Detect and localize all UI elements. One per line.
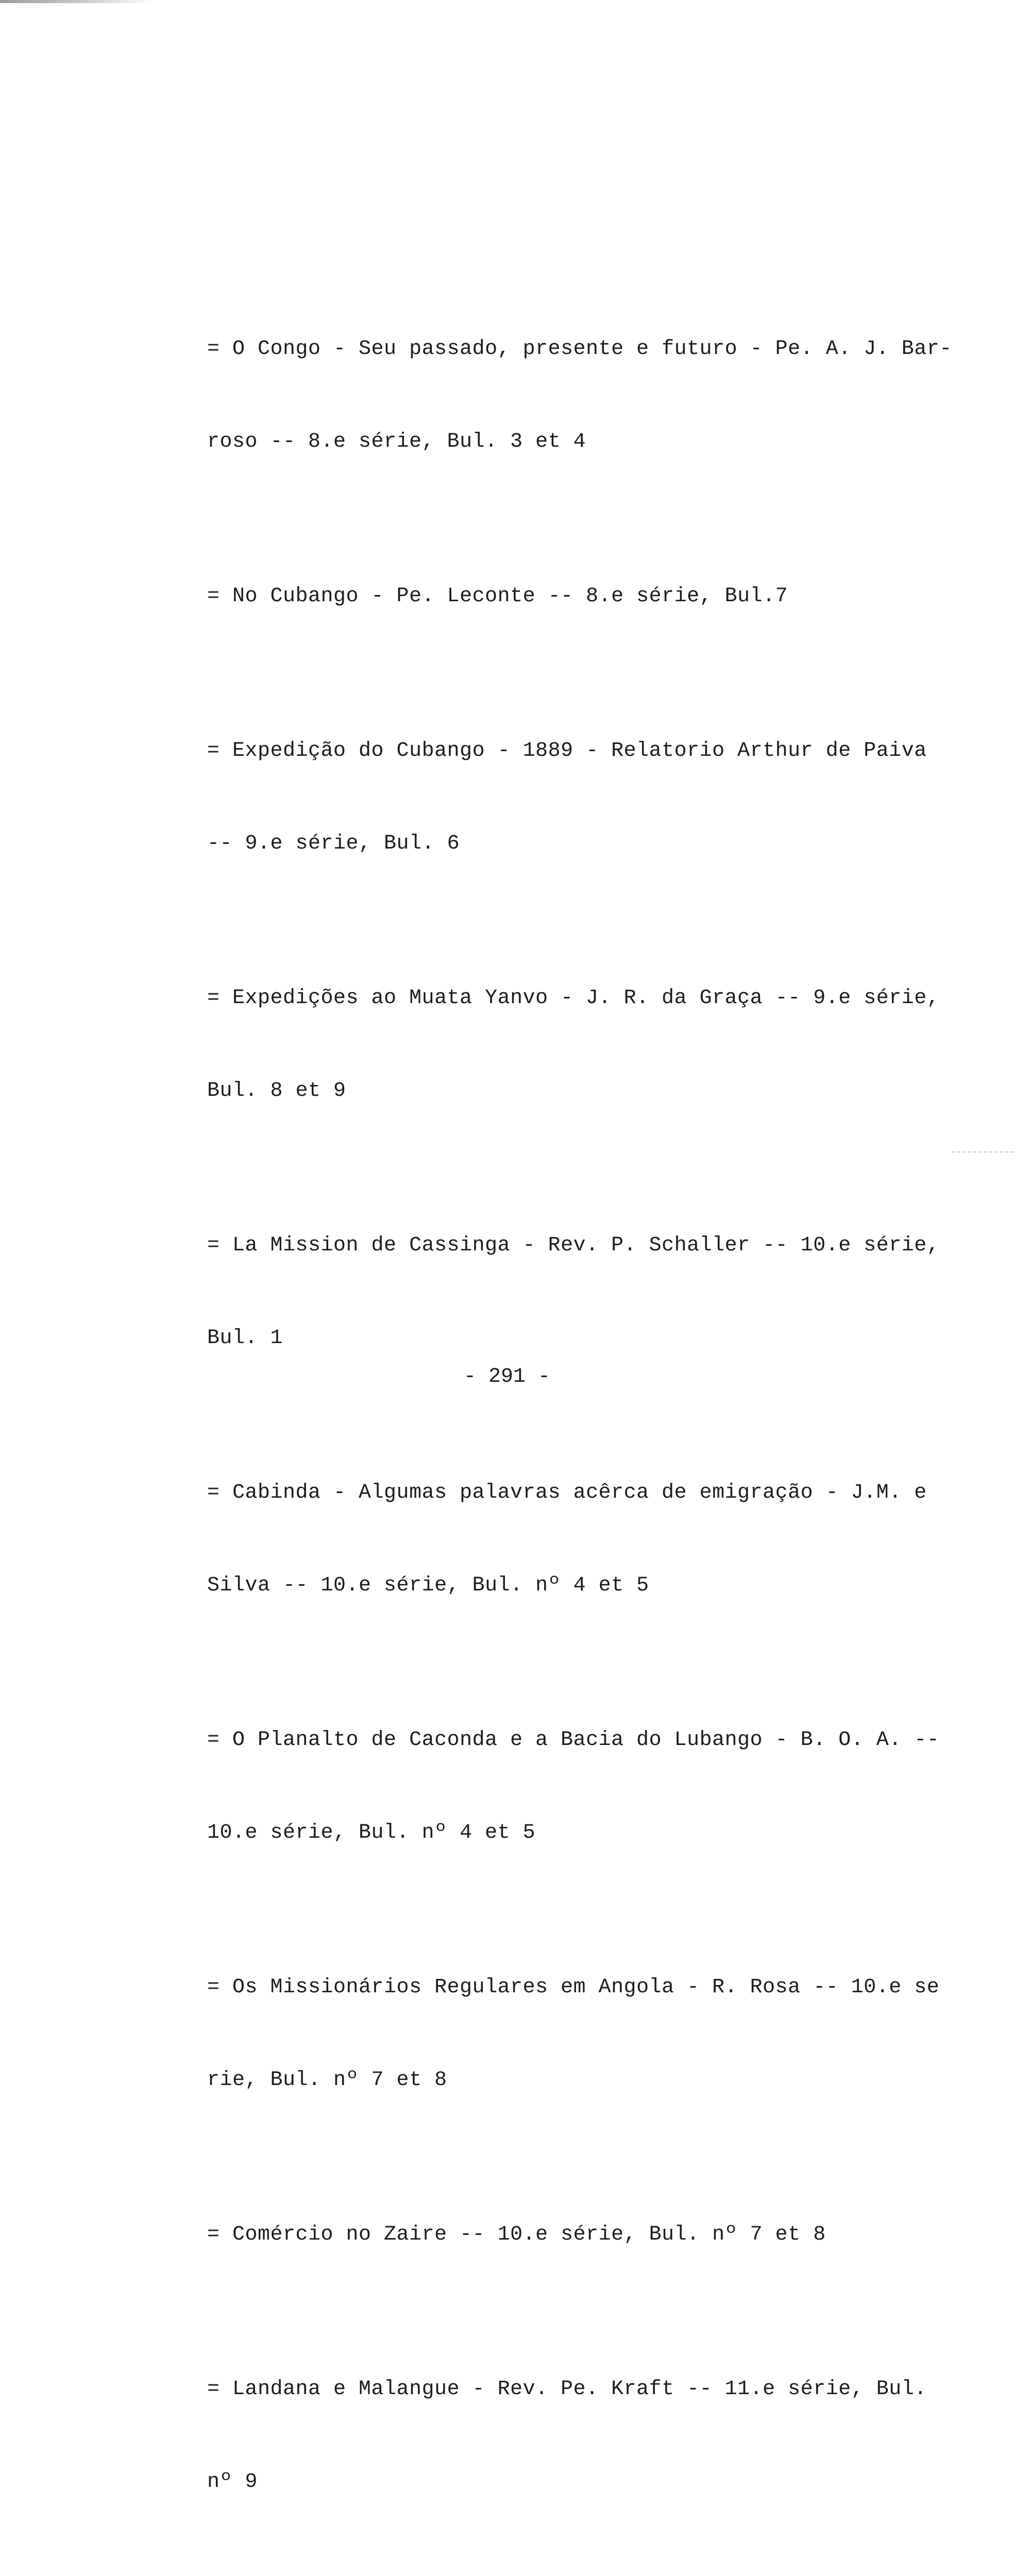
bibliography-entry <box>207 1910 965 2158</box>
entry-line: = O Congo - Seu passado, presente e futuro - Pe. A. J. Bar- <box>207 337 952 361</box>
bibliography-entry <box>207 1663 965 1910</box>
bibliography-entry <box>207 2560 965 2576</box>
entry-line: = Os Missionários Regulares em Angola - R. Rosa -- 10.e se <box>207 1976 940 1999</box>
bibliography-entry <box>207 2158 965 2312</box>
bibliography-entry <box>207 674 965 921</box>
entry-line: = Cabinda - Algumas palavras acêrca de emigração - J.M. e <box>207 1481 927 1504</box>
bibliography-list <box>207 272 965 2576</box>
entry-line: roso -- 8.e série, Bul. 3 et 4 <box>207 430 586 453</box>
page-number: - 291 - <box>463 1365 551 1388</box>
entry-line: Silva -- 10.e série, Bul. nº 4 et 5 <box>207 1574 649 1597</box>
entry-line: = No Cubango - Pe. Leconte -- 8.e série, Bul.7 <box>207 585 788 608</box>
entry-line: = La Mission de Cassinga - Rev. P. Schaller -- 10.e série, <box>207 1234 940 1257</box>
scan-edge-artifact <box>0 0 155 3</box>
bibliography-entry <box>207 519 965 674</box>
bibliography-entry <box>207 2312 965 2560</box>
entry-line: = Landana e Malangue - Rev. Pe. Kraft -- 11.e série, Bul. <box>207 2378 927 2401</box>
entry-line: rie, Bul. nº 7 et 8 <box>207 2069 447 2092</box>
entry-line: Bul. 8 et 9 <box>207 1079 346 1103</box>
entry-line: = O Planalto de Caconda e a Bacia do Lubango - B. O. A. -- <box>207 1728 940 1752</box>
bibliography-entry <box>207 921 965 1168</box>
entry-line: 10.e série, Bul. nº 4 et 5 <box>207 1821 536 1844</box>
bibliography-entry <box>207 1416 965 1663</box>
entry-line: = Comércio no Zaire -- 10.e série, Bul. nº 7 et 8 <box>207 2223 826 2246</box>
entry-line: = Expedições ao Muata Yanvo - J. R. da Graça -- 9.e série, <box>207 987 940 1010</box>
entry-line: nº 9 <box>207 2470 258 2494</box>
bibliography-entry <box>207 272 965 519</box>
entry-line: = Expedição do Cubango - 1889 - Relatorio Arthur de Paiva <box>207 739 927 762</box>
entry-line: -- 9.e série, Bul. 6 <box>207 832 460 855</box>
entry-line: Bul. 1 <box>207 1327 283 1350</box>
